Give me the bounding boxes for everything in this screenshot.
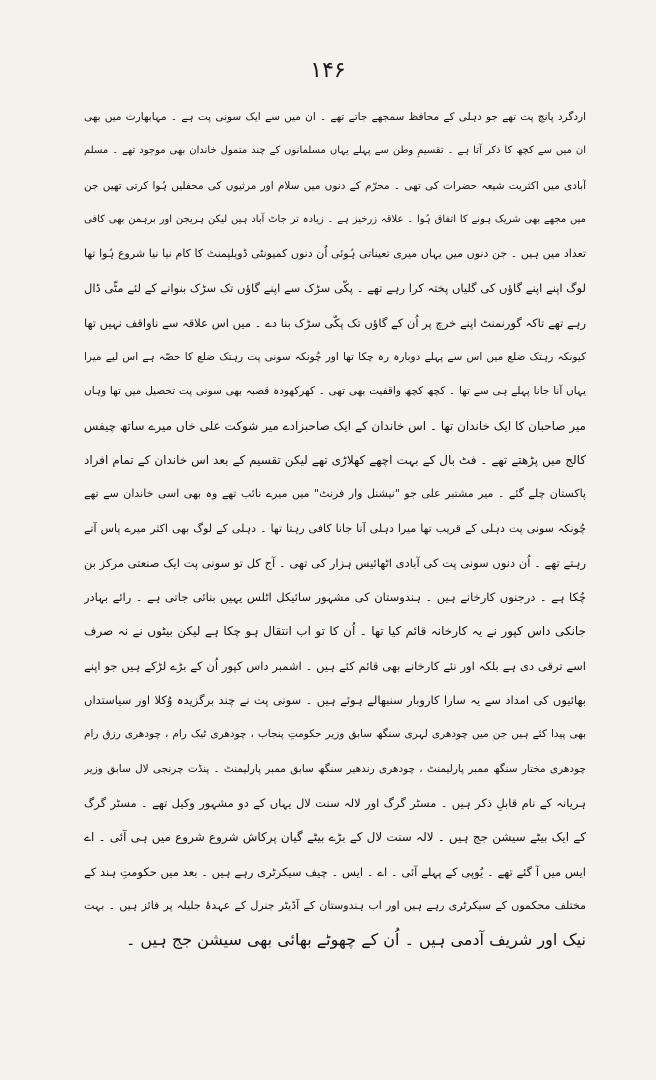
text-line: اسے ترقی دی ہے بلکہ اور نئے کارخانے بھی قائم کئے ہیں ۔ اشمبر داس کپور اُن کے بڑے لڑکے ہیں جو اپنے xyxy=(84,658,586,673)
text-line: میر صاحبان کا ایک خاندان تھا ۔ اس خاندان کے ایک صاحبزادے میر شوکت علی خاں میرے ساتھ چیفس xyxy=(84,418,586,433)
text-line: بھی پیدا کئے ہیں جن میں چودھری لہری سنگھ سابق وزیر حکومتِ پنجاب ، چودھری ٹیک رام ، چودھری رزق رام xyxy=(84,728,586,741)
text-line: چودھری مختار سنگھ ممبر پارلیمنٹ ، چودھری رندھیر سنگھ سابق ممبر پارلیمنٹ ۔ پنڈت چرنجی لال سابق وزیر xyxy=(84,762,586,775)
text-line: آبادی میں اکثریت شیعہ حضرات کی تھی ۔ محرّم کے دنوں میں سلام اور مرثیوں کی محفلیں ہُوا کرتی تھیں جن xyxy=(84,179,586,192)
page-number: ۱۴۶ xyxy=(310,58,346,83)
body-text xyxy=(84,100,586,957)
text-line: مختلف محکموں کے سیکرٹری رہے ہیں اور اب ہندوستان کے آڈیٹر جنرل کے عہدۂ جلیلہ پر فائز ہیں ۔ بہت xyxy=(84,898,586,912)
text-line: تعداد میں ہیں ۔ جن دنوں میں یہاں میری تعیناتی ہُوئی اُن دنوں کمیونٹی ڈویلپمنٹ کا کام نیا نیا شروع ہُوا تھا xyxy=(84,247,586,261)
text-line: کے ایک بیٹے سیشن جج ہیں ۔ لالہ سنت لال کے بڑے بیٹے گیان پرکاش شروع شروع میں ہی آئی ۔ اے xyxy=(84,830,586,845)
text-line: لوگ اپنے اپنے گاؤں کی گلیاں پختہ کرا رہے تھے ۔ پکّی سڑک سے اپنے گاؤں تک سڑک بنوانے کے لئے مٹّی ڈال xyxy=(84,281,586,296)
text-line: چُکا ہے ۔ درجنوں کارخانے ہیں ۔ ہندوستان کی مشہور سائیکل اٹلس یہیں بنائی جاتی ہے ۔ رائے بہادر xyxy=(84,590,586,605)
text-line: ایس میں آ گئے تھے ۔ یُوپی کے پہلے آئی ۔ اے ۔ ایس ۔ چیف سیکرٹری رہے ہیں ۔ بعد میں حکومتِ ہند کے xyxy=(84,864,586,879)
text-line: یہاں آنا جانا پہلے ہی سے تھا ۔ کچھ کچھ واقفیت بھی تھی ۔ کھرکھودہ قصبہ بھی سونی پت تحصیل میں تھا وہاں xyxy=(84,385,586,398)
text-line: بھائیوں کی امداد سے یہ سارا کاروبار سنبھالے ہوئے ہیں ۔ سونی پت نے چند برگزیدہ وُکلا اور سیاستداں xyxy=(84,693,586,708)
text-line: نیک اور شریف آدمی ہیں ۔ اُن کے چھوٹے بھائی بھی سیشن جج ہیں ۔ xyxy=(125,930,586,950)
text-line: میں مجھے بھی شریک ہونے کا اتفاق ہُوا ۔ علاقہ زرخیز ہے ۔ زیادہ تر جاٹ آباد ہیں لیکن ہریجن اور برہمن بھی کافی xyxy=(84,213,586,225)
text-line: رہے تھے تاکہ گورنمنٹ اپنے خرچ پر اُن کے گاؤں تک پکّی سڑک بنا دے ۔ میں اس علاقہ سے ناواقف نہیں تھا xyxy=(84,315,586,330)
text-line: پاکستان چلے گئے ۔ میر مشتبر علی جو "نیشنل وار فرنٹ" میں میرے نائب تھے وہ بھی اسی خاندان سے تھے xyxy=(84,487,586,501)
text-line: اردگرد پانچ پت تھے جو دہلی کے محافظ سمجھے جاتے تھے ۔ ان میں سے ایک سونی پت ہے ۔ مہابھارت میں بھی xyxy=(84,111,586,123)
text-line: کیونکہ رہتک ضلع میں اس سے پہلے دوبارہ رہ چکا تھا اور چُونکہ سونی پت رہتک ضلع کا حصّہ ہے اس لیے میرا xyxy=(84,351,586,364)
text-line: ہریانہ کے نام قابلِ ذکر ہیں ۔ مسٹر گرگ اور لالہ سنت لال یہاں کے دو مشہور وکیل تھے ۔ مسٹر گرگ xyxy=(84,795,586,810)
text-line: ان میں سے کچھ کا ذکر آتا ہے ۔ تقسیمِ وطن سے پہلے یہاں مسلمانوں کے چند متمول خاندان بھی موجود تھے ۔ مسلم xyxy=(84,145,586,157)
text-line: چُونکہ سونی پت دہلی کے قریب تھا میرا دہلی آنا جانا کافی رہتا تھا ۔ دہلی کے لوگ بھی اکثر میرے پاس آتے xyxy=(84,521,586,535)
text-line: رہتے تھے ۔ اُن دنوں سونی پت کی آبادی اٹھائیس ہزار کی تھی ۔ آج کل تو سونی پت ایک صنعتی مرکز بن xyxy=(84,555,586,570)
text-line: جانکی داس کپور نے یہ کارخانہ قائم کیا تھا ۔ اُن کا تو اب انتقال ہو چکا ہے لیکن بیٹوں نے نہ صرف xyxy=(84,624,586,639)
text-line: کالج میں پڑھتے تھے ۔ فٹ بال کے بہت اچھے کھلاڑی تھے لیکن تقسیم کے بعد اس خاندان کے تمام افراد xyxy=(84,452,586,467)
